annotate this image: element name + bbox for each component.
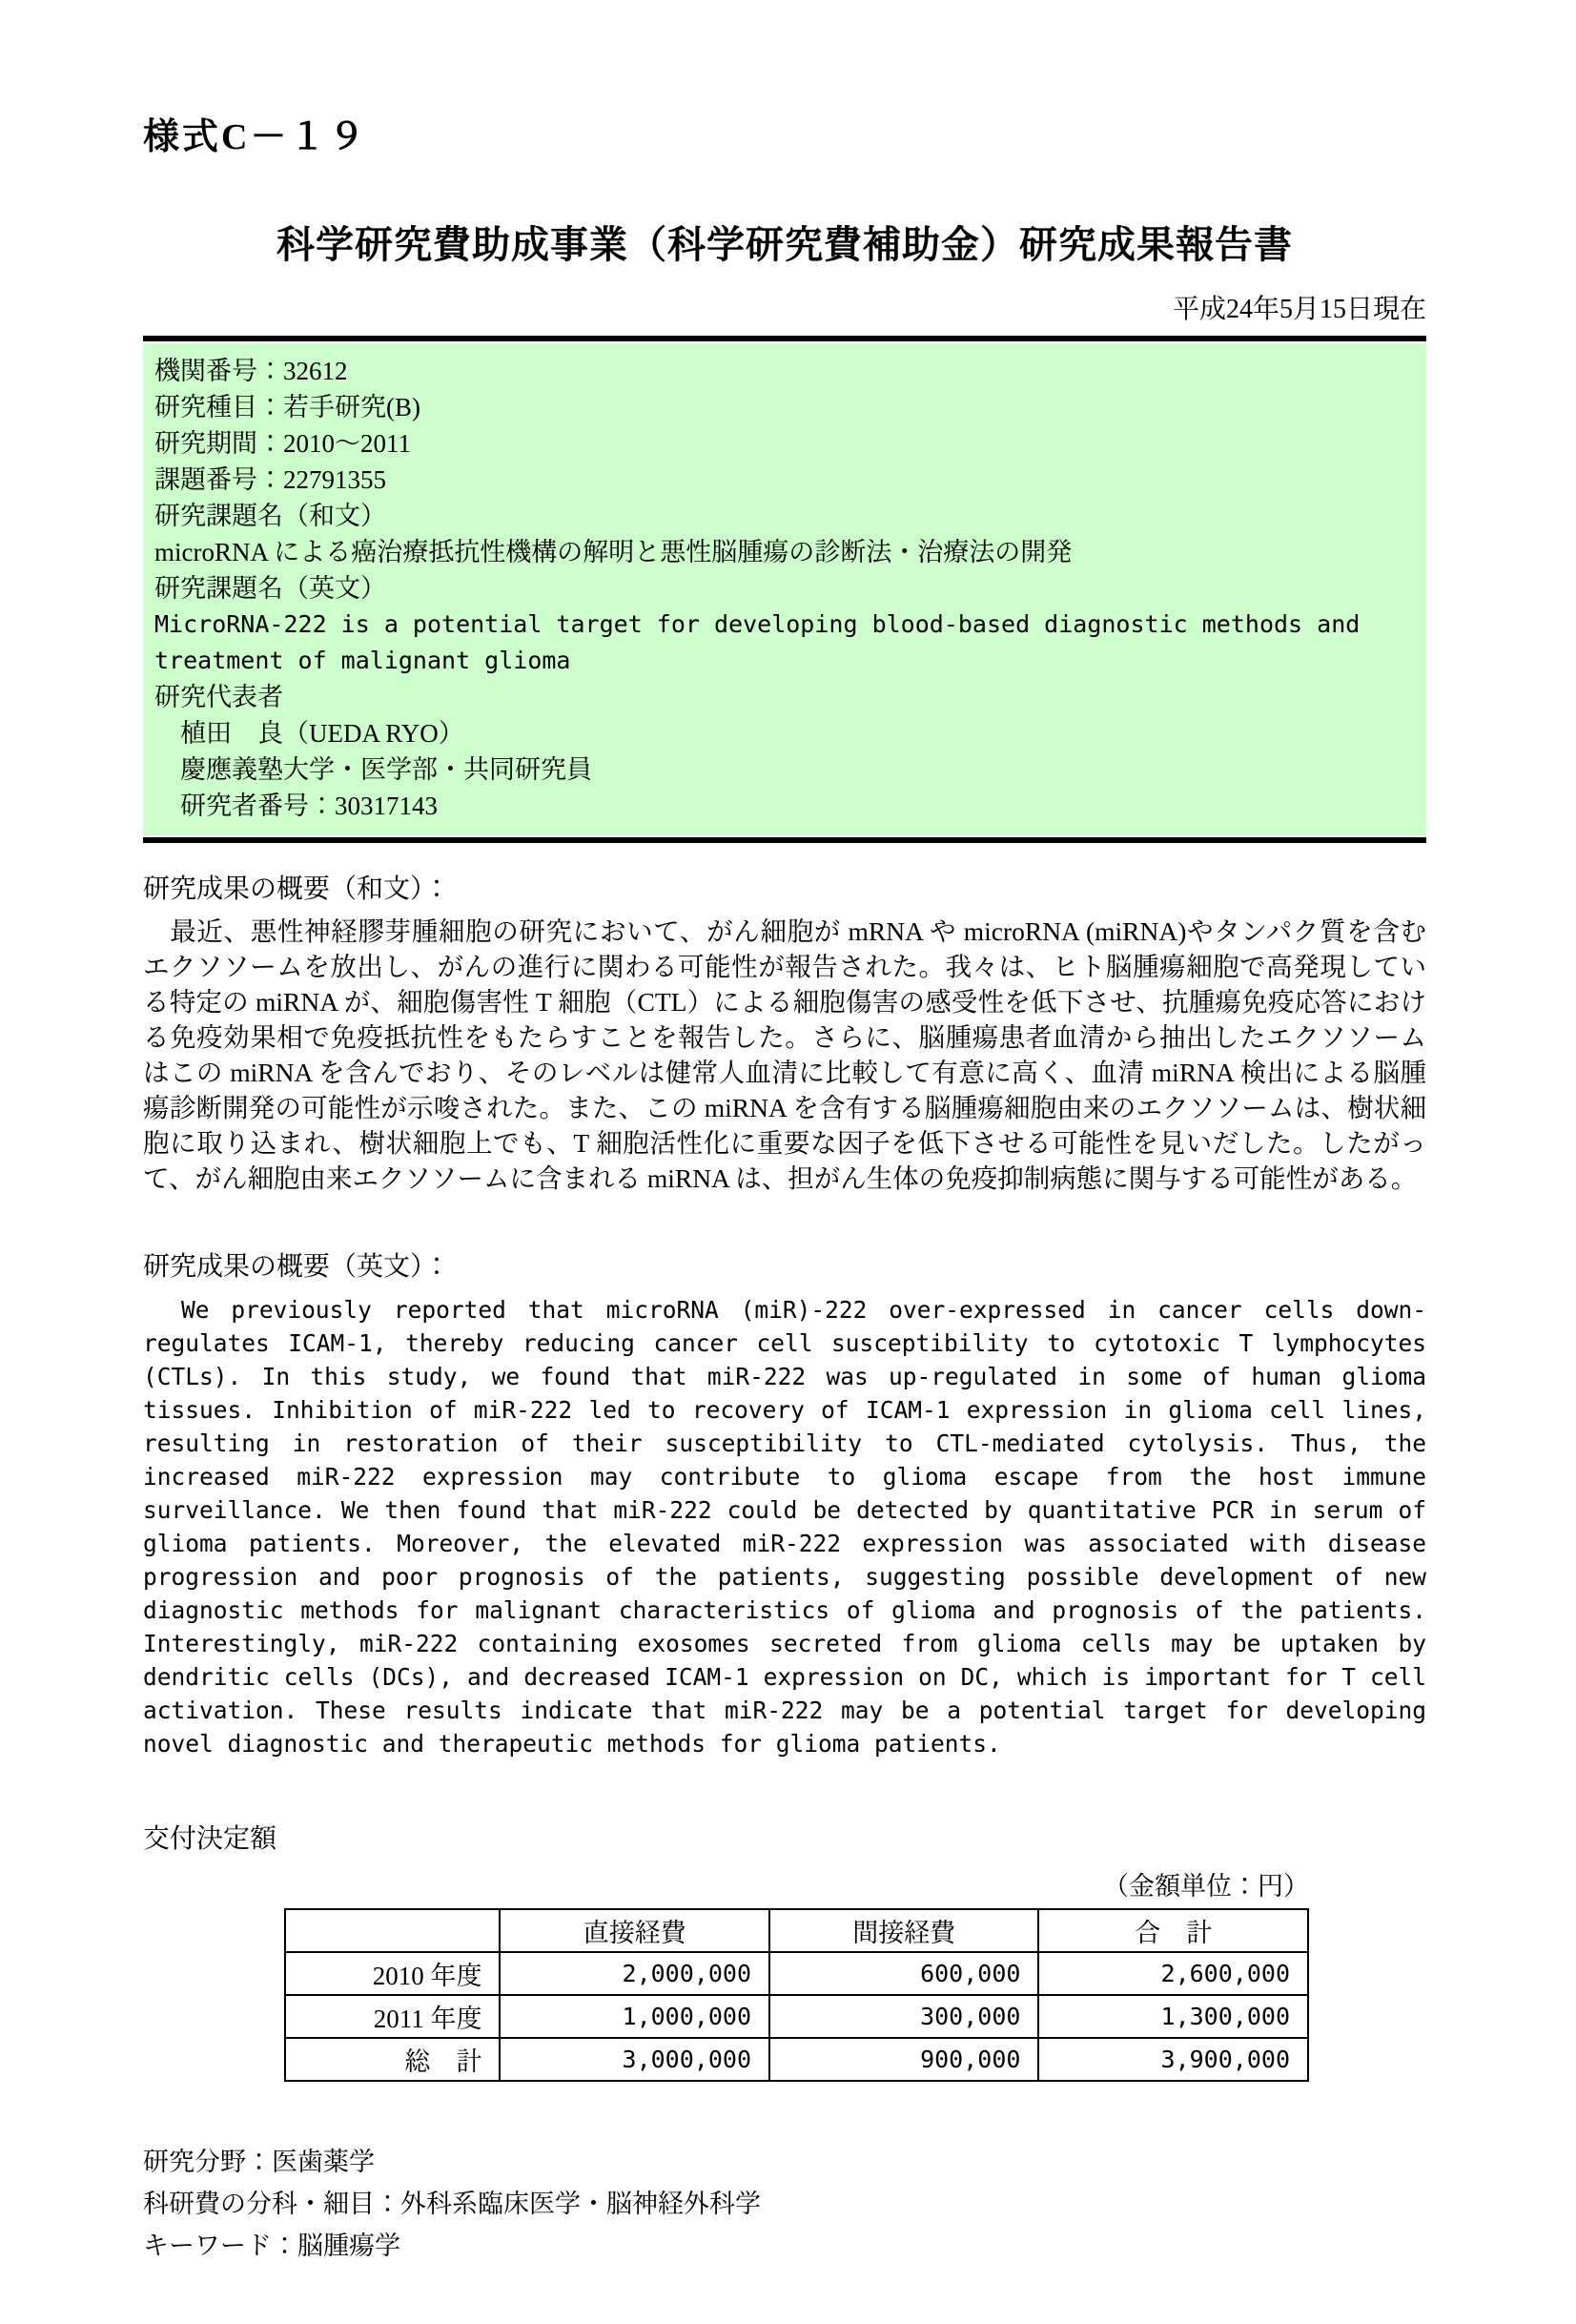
meta-line-title-ja: microRNA による癌治療抵抗性機構の解明と悪性脳腫瘍の診断法・治療法の開発 bbox=[154, 538, 1073, 566]
table-row-2011 bbox=[285, 1995, 1308, 2038]
indirect-cost-2010: 600,000 bbox=[769, 1952, 1038, 1995]
classification-block bbox=[143, 2141, 1426, 2267]
meta-line-pi-label: 研究代表者 bbox=[154, 683, 283, 711]
currency-unit-note: （金額単位：円） bbox=[1103, 1872, 1309, 1901]
grant-amount-heading: 交付決定額 bbox=[143, 1824, 277, 1854]
research-field-line: 研究分野：医歯薬学 bbox=[143, 2148, 375, 2176]
meta-line-project-number: 課題番号：22791355 bbox=[154, 465, 386, 494]
summary-en-heading: 研究成果の概要（英文）： bbox=[143, 1252, 451, 1282]
header-direct-cost: 直接経費 bbox=[500, 1909, 769, 1952]
total-2011: 1,300,000 bbox=[1038, 1995, 1308, 2038]
header-indirect-cost: 間接経費 bbox=[769, 1909, 1038, 1952]
summary-section-english bbox=[143, 1249, 1426, 1760]
indirect-cost-2011: 300,000 bbox=[769, 1995, 1038, 2038]
kakenhi-category-line: 科研費の分科・細目：外科系臨床医学・脳神経外科学 bbox=[143, 2190, 761, 2218]
meta-line-institution-number: 機関番号：32612 bbox=[154, 357, 348, 385]
total-2010: 2,600,000 bbox=[1038, 1952, 1308, 1995]
direct-cost-2011: 1,000,000 bbox=[500, 1995, 769, 2038]
table-row-2010 bbox=[285, 1952, 1308, 1995]
date-note: 平成24年5月15日現在 bbox=[1172, 295, 1426, 324]
grant-amount-table bbox=[284, 1908, 1309, 2082]
meta-line-pi-affiliation: 慶應義塾大学・医学部・共同研究員 bbox=[154, 755, 592, 784]
meta-line-research-category: 研究種目：若手研究(B) bbox=[154, 393, 420, 422]
metadata-box bbox=[143, 343, 1426, 835]
form-number: 様式С－１９ bbox=[143, 117, 368, 157]
header-total: 合 計 bbox=[1038, 1909, 1308, 1952]
summary-en-body: We previously reported that microRNA (miR)-222 over-expressed in cancer cells down-regulates ICAM-1, thereby reducing cancer cell susceptibility to cytotoxic T lymphocytes (CTLs). In this study, we found that miR-222 was up-regulated in some of human glioma tissues. Inhibition of miR-222 led to recovery of ICAM-1 expression in glioma cell lines, resulting in restoration of their susceptibility to CTL-mediated cytolysis. Thus, the increased miR-222 expression may contribute to glioma escape from the host immune surveillance. We then found that miR-222 could be detected by quantitative PCR in serum of glioma patients. Moreover, the elevated miR-222 expression was associated with disease progression and poor prognosis of the patients, suggesting possible development of new diagnostic methods for malignant characteristics of glioma and prognosis of the patients. Interestingly, miR-222 containing exosomes secreted from glioma cells may be uptaken by dendritic cells (DCs), and decreased ICAM-1 expression on DC, which is important for T cell activation. These results indicate that miR-222 may be a potential target for developing novel diagnostic and therapeutic methods for glioma patients. bbox=[143, 1296, 1426, 1758]
direct-cost-2010: 2,000,000 bbox=[500, 1952, 769, 1995]
meta-line-title-ja-label: 研究課題名（和文） bbox=[154, 502, 386, 530]
table-row-grand-total bbox=[285, 2038, 1308, 2081]
meta-line-pi-name: 植田 良（UEDA RYO） bbox=[154, 719, 464, 748]
meta-line-pi-researcher-number: 研究者番号：30317143 bbox=[154, 792, 438, 820]
summary-ja-body: 最近、悪性神経膠芽腫細胞の研究において、がん細胞が mRNA や microRNA (miRNA)やタンパク質を含むエクソソームを放出し、がんの進行に関わる可能性が報告された。我々は、ヒト脳腫瘍細胞で高発現している特定の miRNA が、細胞傷害性 T 細胞（CTL）による細胞傷害の感受性を低下させ、抗腫瘍免疫応答における免疫効果相で免疫抵抗性をもたらすことを報告した。さらに、脳腫瘍患者血清から抽出したエクソソームはこの miRNA を含んでおり、そのレベルは健常人血清に比較して有意に高く、血清 miRNA 検出による脳腫瘍診断開発の可能性が示唆された。また、この miRNA を含有する脳腫瘍細胞由来のエクソソームは、樹状細胞に取り込まれ、樹状細胞上でも、T 細胞活性化に重要な因子を低下させる可能性を見いだした。したがって、がん細胞由来エクソソームに含まれる miRNA は、担がん生体の免疫抑制病態に関与する可能性がある。 bbox=[143, 916, 1426, 1193]
summary-ja-heading: 研究成果の概要（和文）： bbox=[143, 874, 451, 904]
row-label-grand-total: 総 計 bbox=[285, 2038, 500, 2081]
divider-bottom bbox=[143, 837, 1426, 843]
direct-cost-grand-total: 3,000,000 bbox=[500, 2038, 769, 2081]
table-header-row bbox=[285, 1909, 1308, 1952]
divider-top bbox=[143, 336, 1426, 341]
meta-line-title-en: MicroRNA-222 is a potential target for developing blood-based diagnostic methods and treatment of malignant glioma bbox=[154, 610, 1375, 674]
keywords-line: キーワード：脳腫瘍学 bbox=[143, 2231, 400, 2260]
row-label-2011: 2011 年度 bbox=[285, 1995, 500, 2038]
meta-line-title-en-label: 研究課題名（英文） bbox=[154, 574, 386, 603]
header-empty bbox=[285, 1909, 500, 1952]
row-label-2010: 2010 年度 bbox=[285, 1952, 500, 1995]
indirect-cost-grand-total: 900,000 bbox=[769, 2038, 1038, 2081]
grant-table-wrap bbox=[284, 1865, 1309, 2082]
summary-section-japanese bbox=[143, 872, 1426, 1196]
meta-line-research-period: 研究期間：2010～2011 bbox=[154, 429, 411, 458]
total-grand-total: 3,900,000 bbox=[1038, 2038, 1308, 2081]
document-title: 科学研究費助成事業（科学研究費補助金）研究成果報告書 bbox=[276, 223, 1293, 266]
